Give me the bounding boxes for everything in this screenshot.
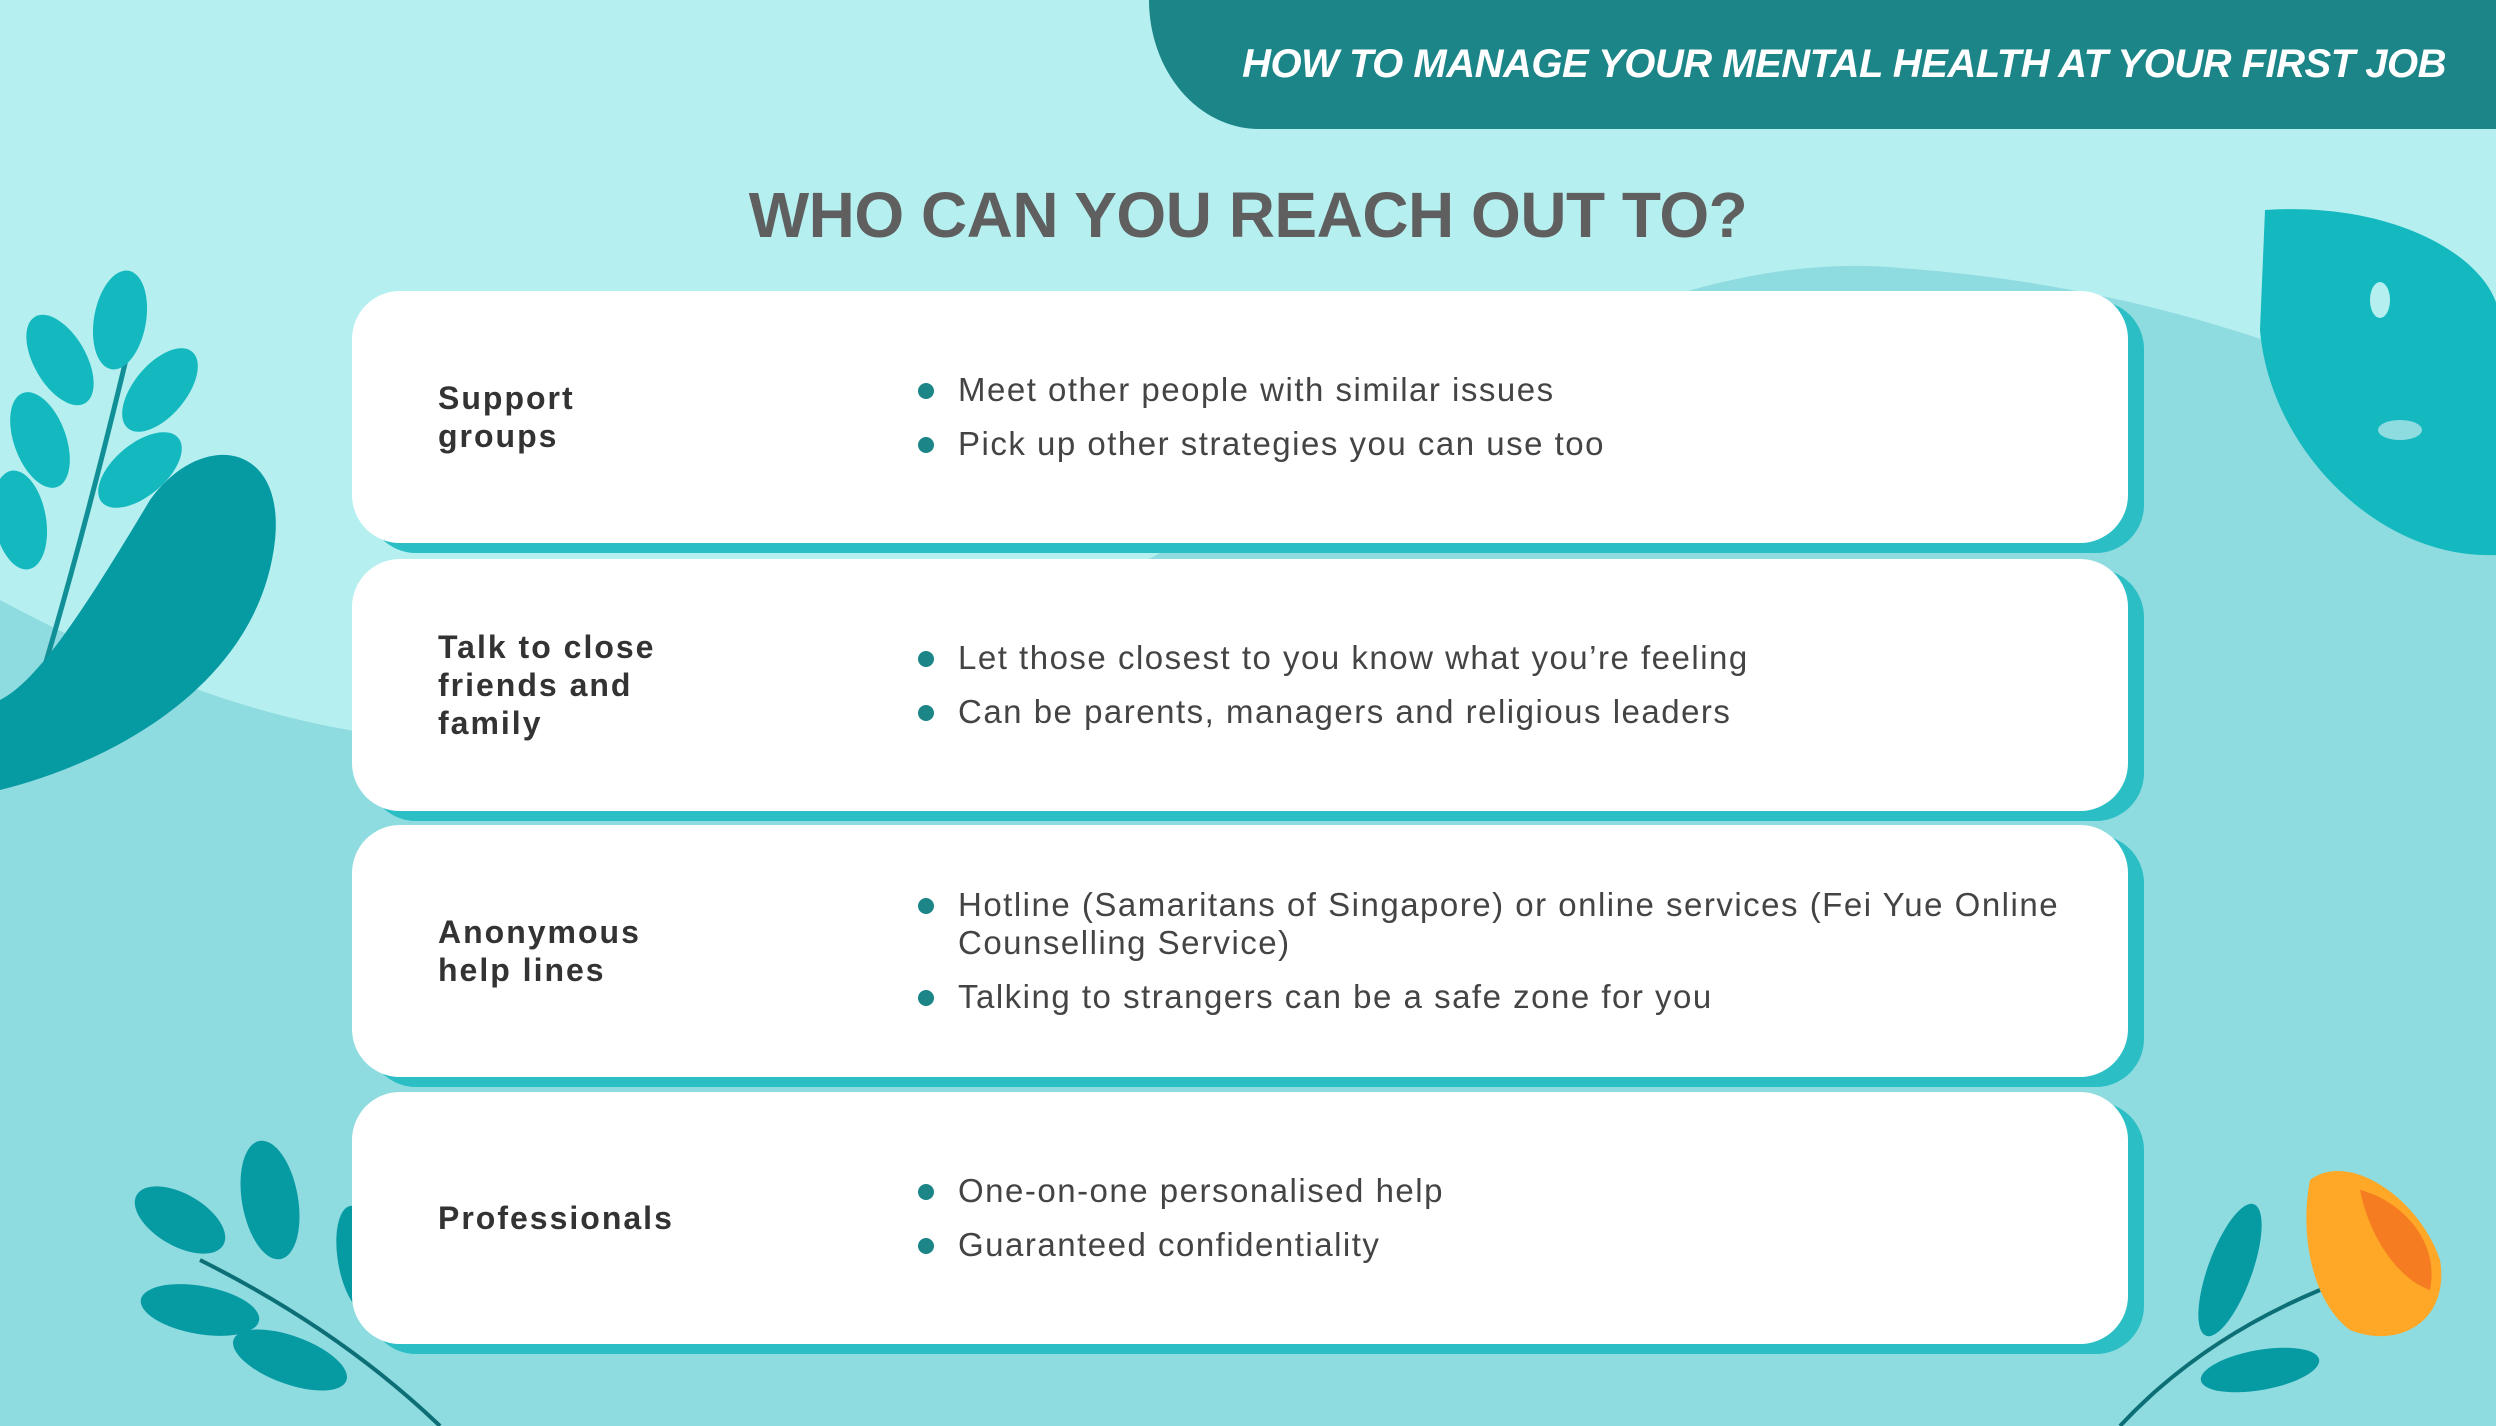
list-item — [918, 1172, 2068, 1210]
bullet-dot-icon — [918, 990, 934, 1006]
banner-title: HOW TO MANAGE YOUR MENTAL HEALTH AT YOUR FIRST JOB — [1242, 42, 2446, 86]
list-item — [918, 639, 2068, 677]
card-label: Professionals — [438, 1200, 674, 1236]
bullet-text: Meet other people with similar issues — [958, 371, 1555, 408]
bullet-dot-icon — [918, 705, 934, 721]
list-item — [918, 978, 2068, 1016]
bullet-list — [918, 870, 2068, 1032]
list-item — [918, 1226, 2068, 1264]
bullet-text: Talking to strangers can be a safe zone for you — [958, 978, 1713, 1015]
header-banner — [1149, 0, 2496, 129]
list-item — [918, 371, 2068, 409]
bullet-text: Guaranteed confidentiality — [958, 1226, 1381, 1263]
bullet-text: One-on-one personalised help — [958, 1172, 1444, 1209]
card-anonymous-help-lines — [352, 825, 2128, 1077]
bullet-text: Can be parents, managers and religious leaders — [958, 693, 1732, 730]
bullet-text: Hotline (Samaritans of Singapore) or online services (Fei Yue Online Counselling Service) — [958, 886, 2060, 961]
bullet-list — [918, 355, 2068, 479]
bullet-dot-icon — [918, 898, 934, 914]
bullet-dot-icon — [918, 1184, 934, 1200]
list-item — [918, 693, 2068, 731]
list-item — [918, 886, 2068, 962]
card-label: Anonymous help lines — [438, 914, 641, 988]
card-support-groups — [352, 291, 2128, 543]
bullet-dot-icon — [918, 437, 934, 453]
card-label: Talk to close friends and family — [438, 629, 656, 741]
bullet-dot-icon — [918, 1238, 934, 1254]
bullet-dot-icon — [918, 383, 934, 399]
bullet-text: Let those closest to you know what you’re feeling — [958, 639, 1749, 676]
card-label: Support groups — [438, 380, 575, 454]
page-title: WHO CAN YOU REACH OUT TO? — [748, 179, 1748, 251]
bullet-list — [918, 1156, 2068, 1280]
list-item — [918, 425, 2068, 463]
card-close-friends-family — [352, 559, 2128, 811]
card-professionals — [352, 1092, 2128, 1344]
bullet-list — [918, 623, 2068, 747]
bullet-text: Pick up other strategies you can use too — [958, 425, 1606, 462]
bullet-dot-icon — [918, 651, 934, 667]
